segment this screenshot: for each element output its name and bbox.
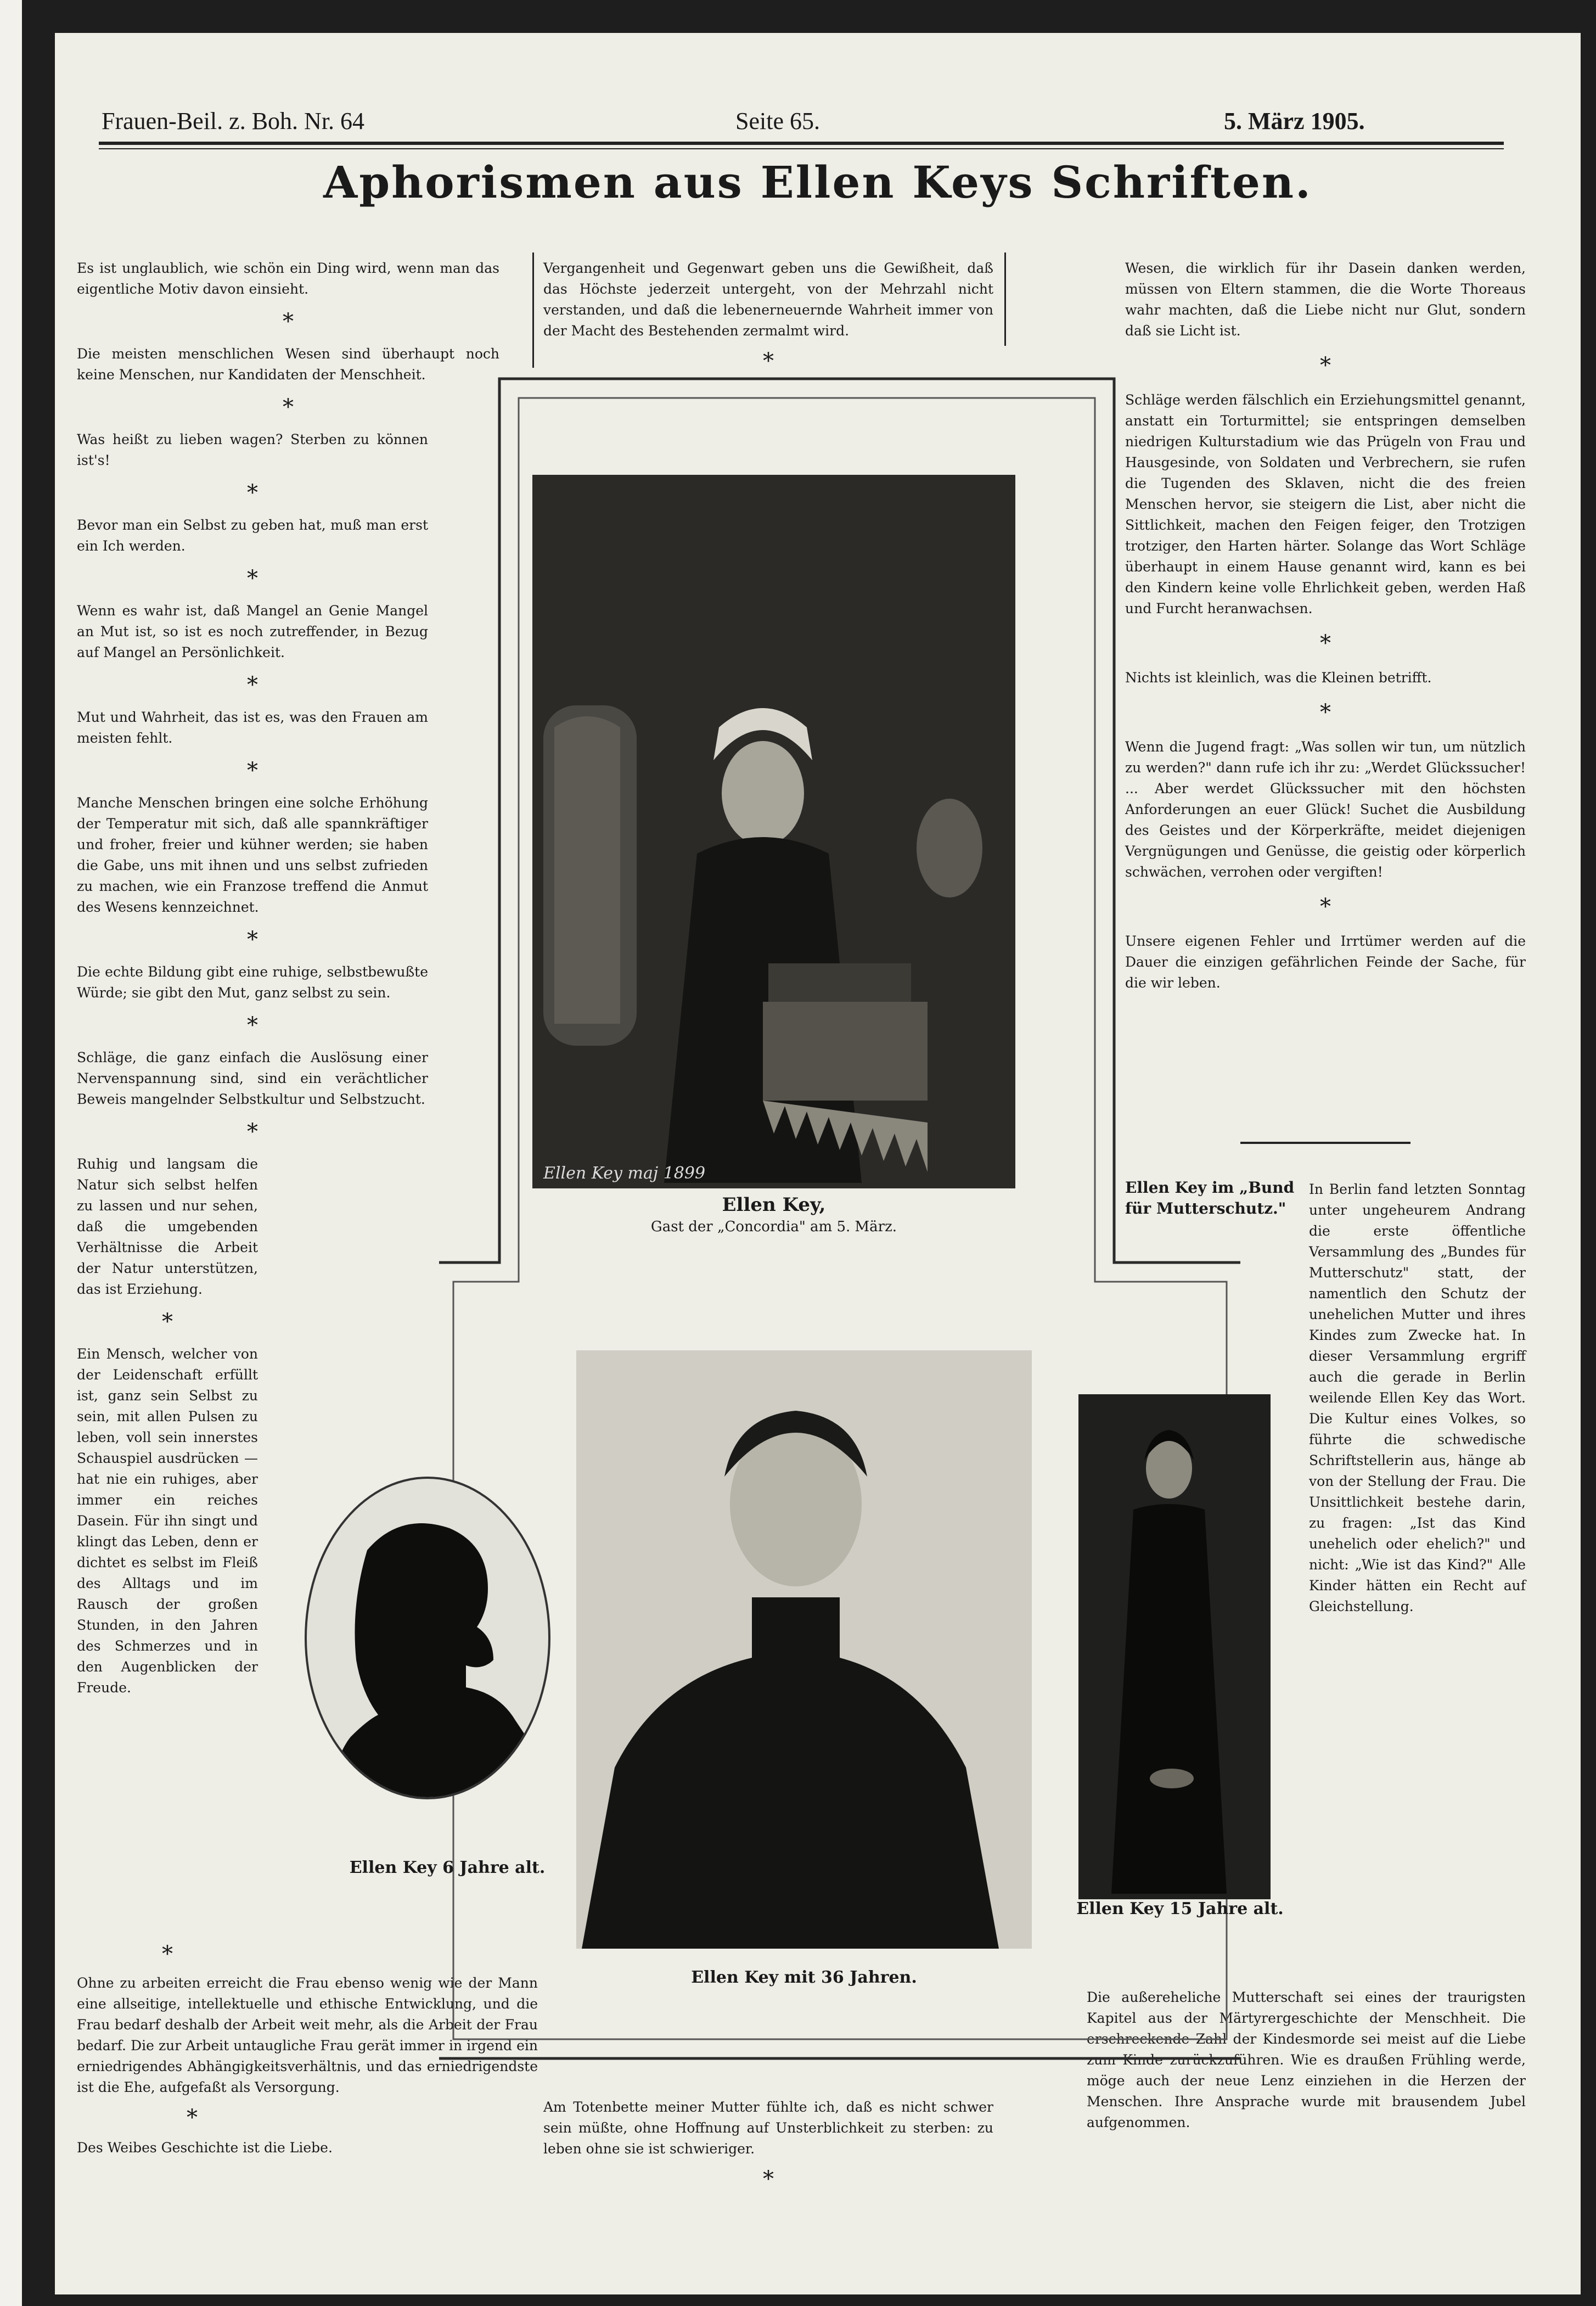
aphorism: Ruhig und langsam die Natur sich selbst helfen zu lassen und nur sehen, daß die umgebenden Verhältnisse die Arbeit der Natur unterstützen, das ist Erziehung. bbox=[77, 1156, 258, 1297]
aphorism: Wenn es wahr ist, daß Mangel an Genie Mangel an Mut ist, so ist es noch zutreffender, in Bezug auf Mangel an Persönlichkeit. bbox=[77, 603, 428, 660]
photo-signature: Ellen Key maj 1899 bbox=[543, 1164, 706, 1183]
bund-heading: Ellen Key im „Bund für Mutterschutz." bbox=[1125, 1179, 1295, 1217]
star-separator: * bbox=[1320, 894, 1331, 919]
star-separator: * bbox=[763, 349, 774, 374]
header-rule bbox=[99, 142, 1504, 145]
header-left: Frauen-Beil. z. Boh. Nr. 64 bbox=[102, 108, 365, 134]
star-separator: * bbox=[247, 566, 258, 591]
aphorism: Was heißt zu lieben wagen? Sterben zu können ist's! bbox=[77, 431, 428, 468]
aphorism: Es ist unglaublich, wie schön ein Ding wird, wenn man das eigentliche Motiv davon einsieht. bbox=[77, 260, 499, 297]
star-separator: * bbox=[247, 1013, 258, 1038]
star-separator: * bbox=[247, 927, 258, 952]
aphorism: Wenn die Jugend fragt: „Was sollen wir tun, um nützlich zu werden?" dann rufe ich ihr zu: „Werdet Glückssucher! ... Aber werdet Glückssucher mit den höchsten Anforderungen an euer Glück! Suchet die Ausbildung des Geistes und der Körperkräfte, meidet diejenigen Vergnügungen und Genüsse, die geistig oder körperlich schwächen, verrohen oder vergiften! bbox=[1125, 739, 1526, 880]
aphorism: Mut und Wahrheit, das ist es, was den Frauen am meisten fehlt. bbox=[77, 709, 428, 746]
star-separator: * bbox=[162, 1942, 173, 1967]
bund-narrow-column bbox=[1309, 1179, 1526, 1617]
main-subcaption: Gast der „Concordia" am 5. März. bbox=[650, 1219, 897, 1235]
silhouette-image bbox=[307, 1479, 548, 1797]
newspaper-page bbox=[55, 33, 1581, 2294]
left-caption: Ellen Key 6 Jahre alt. bbox=[349, 1858, 546, 1877]
bund-text-continued: Die außereheliche Mutterschaft sei eines der traurigsten Kapitel aus der Märtyrergeschichte der Menschheit. Die erschreckende Zahl der Kindesmorde sei meist auf die Liebe zum Kinde zurückzuführen. Wie es draußen Frühling werde, möge auch der neue Lenz einziehen in die Herzen der Menschen. Ihre Ansprache wurde mit brausendem Jubel aufgenommen. bbox=[1087, 1989, 1526, 2130]
aphorism: Ein Mensch, welcher von der Leidenschaft erfüllt ist, ganz sein Selbst zu sein, mit allen Pulsen zu leben, voll sein innerstes Schauspiel ausdrücken — hat nie ein ruhiges, aber immer ein reiches Dasein. Für ihn singt und klingt das Leben, denn er dichtet es selbst im Fleiß des Alltags und im Rausch der großen Stunden, in den Jahren des Schmerzes und in den Augenblicken der Freude. bbox=[77, 1346, 258, 1696]
star-separator: * bbox=[247, 758, 258, 783]
star-separator: * bbox=[162, 1309, 173, 1334]
aphorism: Unsere eigenen Fehler und Irrtümer werden auf die Dauer die einzigen gefährlichen Feinde der Sache, für die wir leben. bbox=[1125, 933, 1526, 991]
right-photo bbox=[1078, 1394, 1271, 1899]
star-separator: * bbox=[283, 309, 294, 334]
portrait-36-image bbox=[576, 1350, 1032, 1949]
right-caption: Ellen Key 15 Jahre alt. bbox=[1076, 1899, 1284, 1918]
middle-column bbox=[543, 258, 993, 372]
page-title: Aphorismen aus Ellen Keys Schriften. bbox=[323, 156, 1312, 208]
aphorism: Schläge werden fälschlich ein Erziehungsmittel genannt, anstatt ein Torturmittel; sie entspringen demselben niedrigen Kulturstadium wie das Prügeln von Frau und Hausgesinde, von Soldaten und Verbrechern, sie rufen die Tugenden des Sklaven, nicht die des freien Menschen hervor, sie steigern die List, aber nicht die Sittlichkeit, machen den Feigen feiger, den Trotzigen trotziger, den Harten härter. Solange das Wort Schläge überhaupt in einem Hause genannt wird, kann es bei den Kindern keine volle Ehrlichkeit geben, werden Haß und Furcht heranwachsen. bbox=[1125, 392, 1526, 616]
star-separator: * bbox=[1320, 700, 1331, 725]
star-separator: * bbox=[1320, 631, 1331, 656]
portrait-image bbox=[532, 475, 1015, 1188]
header-rule-thin bbox=[99, 148, 1504, 149]
header-center: Seite 65. bbox=[735, 108, 820, 134]
main-caption: Ellen Key, bbox=[722, 1194, 826, 1216]
aphorism: Die meisten menschlichen Wesen sind überhaupt noch keine Menschen, nur Kandidaten der Menschheit. bbox=[77, 346, 499, 383]
header-right: 5. März 1905. bbox=[1224, 108, 1365, 134]
main-photo bbox=[532, 475, 1015, 1188]
star-separator: * bbox=[247, 672, 258, 698]
adjacent-page-edge bbox=[0, 0, 22, 2306]
center-photo bbox=[576, 1350, 1032, 1949]
center-caption: Ellen Key mit 36 Jahren. bbox=[691, 1968, 917, 1987]
aphorism: Ohne zu arbeiten erreicht die Frau ebenso wenig wie der Mann eine allseitige, intellektuelle und ethische Entwicklung, und die Frau bedarf deshalb der Arbeit weit mehr, als die Arbeit der Frau bedarf. Die zur Arbeit untaugliche Frau gerät immer in irgend ein erniedrigendes Abhängigkeitsverhältnis, und das erniedrigendste ist die Ehe, aufgefaßt als Versorgung. bbox=[77, 1975, 538, 2095]
bund-text: In Berlin fand letzten Sonntag unter ungeheurem Andrang die erste öffentliche Versammlung des „Bundes für Mutterschutz" statt, der namentlich den Schutz der unehelichen Mutter und ihres Kindes zum Zwecke hat. In dieser Versammlung ergriff auch die gerade in Berlin weilende Ellen Key das Wort. Die Kultur eines Volkes, so führte die schwedische Schriftstellerin aus, hänge ab von der Stellung der Frau. Die Unsittlichkeit bestehe darin, zu fragen: „Ist das Kind unehelich oder ehelich?" und nicht: „Wie ist das Kind?" Alle Kinder hätten ein Recht auf Gleichstellung. bbox=[1309, 1181, 1526, 1614]
bottom-middle-text bbox=[543, 2097, 993, 2190]
silhouette-photo bbox=[305, 1477, 550, 1799]
column-divider bbox=[532, 253, 534, 368]
star-separator: * bbox=[1320, 353, 1331, 378]
star-separator: * bbox=[187, 2105, 198, 2130]
aphorism: Wesen, die wirklich für ihr Dasein danken werden, müssen von Eltern stammen, die die Worte Thoreaus wahr machten, daß die Liebe nicht nur Glut, sondern daß sie Licht ist. bbox=[1125, 260, 1526, 339]
aphorism: Vergangenheit und Gegenwart geben uns die Gewißheit, daß das Höchste jederzeit untergeht, von der Mehrzahl nicht verstanden, und daß die lebenerneuernde Wahrheit immer von der Macht des Bestehenden zermalmt wird. bbox=[543, 260, 993, 339]
aphorism: Die echte Bildung gibt eine ruhige, selbstbewußte Würde; sie gibt den Mut, ganz selbst zu sein. bbox=[77, 964, 428, 1001]
portrait-15-image bbox=[1078, 1394, 1271, 1899]
star-separator: * bbox=[283, 395, 294, 420]
star-separator: * bbox=[763, 2167, 774, 2192]
star-separator: * bbox=[247, 1119, 258, 1144]
aphorism: Des Weibes Geschichte ist die Liebe. bbox=[77, 2140, 333, 2156]
aphorism: Am Totenbette meiner Mutter fühlte ich, daß es nicht schwer sein müßte, ohne Hoffnung auf Unsterblichkeit zu sterben: zu leben ohne sie ist schwieriger. bbox=[543, 2099, 993, 2157]
section-rule bbox=[1240, 1142, 1410, 1144]
aphorism: Nichts ist kleinlich, was die Kleinen betrifft. bbox=[1125, 670, 1432, 686]
aphorism: Manche Menschen bringen eine solche Erhöhung der Temperatur mit sich, daß alle spannkräftiger und froher, freier und kühner werden; sie haben die Gabe, uns mit ihnen und uns selbst zufrieden zu machen, wie ein Franzose treffend die Anmut des Wesens kennzeichnet. bbox=[77, 795, 428, 915]
aphorism: Schläge, die ganz einfach die Auslösung einer Nervenspannung sind, sind ein verächtlicher Beweis mangelnder Selbstkultur und Selbstzucht. bbox=[77, 1050, 428, 1107]
aphorism: Bevor man ein Selbst zu geben hat, muß man erst ein Ich werden. bbox=[77, 517, 428, 554]
column-divider bbox=[1004, 253, 1006, 346]
star-separator: * bbox=[247, 480, 258, 506]
